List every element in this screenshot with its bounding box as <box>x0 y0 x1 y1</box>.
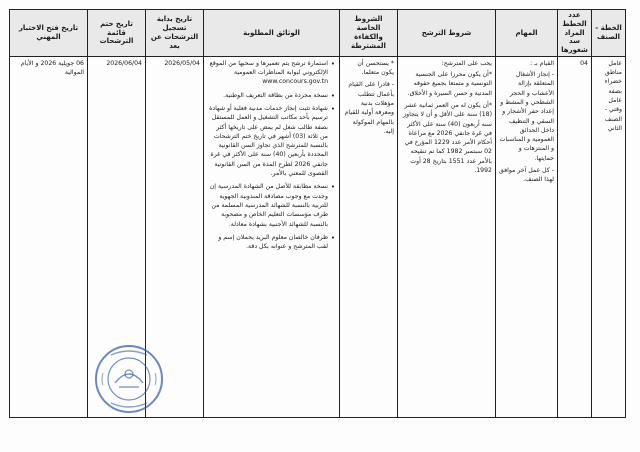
cell-plan: عامل مناطق خضراء بصفة عامل وقتي - الصنف الثاني <box>592 56 626 417</box>
documents-list <box>207 59 336 252</box>
cell-count: 04 <box>558 56 592 417</box>
document-item: • شهادة تثبت إنجاز خدمات مدنية فعلية أو شهادة ترسيم بأحد مكاتب التشغيل و العمل للمستقل بصفة طالب شغل لم يمض على تاريخها أكثر من ثلاثة (03) أشهر في تاريخ ختم الترشحات بالنسبة للمترشح الذي تجاوز السن القانونية المحددة بأربعين (40) سنة على الأكثر في غرة جانفي 2026 لطرح المدة من السن القانونية القصوى للمعني بالأمر. <box>207 104 328 178</box>
document-item: • نسخة مطابقة للأصل من الشهادة المدرسية إن وجدت مع وجوب مصادقة المندوبية الجهوية للتربية بالنسبة للشهائد المدرسية المسلمة من طرف مؤسسات التعليم الخاص و مصحوبة بالنسبة للشهائد الأجنبية بشهادة معادلة. <box>207 182 328 228</box>
municipal-stamp <box>93 343 165 415</box>
conditions-item: *أن يكون له من العمر ثمانية عشر (18) سنة على الأقل و أن لا يتجاوز سنه أربعون (40) سنة على الأكثر في غرة جانفي 2026 مع مراعاة أحكام الأمر عدد 1229 المؤرخ في 02 سبتمبر 1982 كما تم تنقيحه بالأمر عدد 1551 بتاريخ 28 أوت 1992. <box>403 101 492 175</box>
document-item: • نسخة مجردة من بطاقة التعريف الوطنية. <box>207 91 328 100</box>
header-special-conditions: الشروط الخاصة والكفاءة المشترطة <box>340 10 398 57</box>
special-item: - قادرا على القيام بأعمال تتطلب مؤهلات بدنية ومعرفة أولية للقيام بالمهام الموكولة إليه. <box>344 81 394 135</box>
stamp-seal-icon <box>93 343 165 415</box>
cell-documents <box>204 56 340 417</box>
header-plan: الخطة - الصنف <box>592 10 626 57</box>
header-duties: المهام <box>496 10 558 57</box>
header-row <box>10 10 626 57</box>
conditions-intro: يجب على المترشح: <box>441 59 492 67</box>
duties-intro: القيام بـ : <box>530 59 554 67</box>
cell-start-date: 2026/05/04 <box>146 56 204 417</box>
document-item: • ظرفان خالصان معلوم البريد يحملان إسم و لقب المترشح و عنوانه بكل دقة. <box>207 233 328 252</box>
header-start-date: تاريخ بداية تسجيل الترشحات عن بعد <box>146 10 204 57</box>
header-documents: الوثائق المطلوبة <box>204 10 340 57</box>
cell-duties <box>496 56 558 417</box>
header-count: عدد الخطط المراد سد شغورها <box>558 10 592 57</box>
conditions-item: *أن يكون محرزا على الجنسية التونسية و متمتعا بجميع حقوقه المدنية و حسن السيرة و الأخلاق. <box>407 71 492 97</box>
duties-item: - كل عمل آخر موافق لهذا الصنف. <box>499 167 554 184</box>
header-exam-date: تاريخ فتح الاختبار المهني <box>10 10 88 57</box>
cell-exam-date: 06 جويلية 2026 و الأيام الموالية <box>10 56 88 417</box>
duties-item: - إنجاز الأشغال المتعلقة بإزالة الأعشاب و الحجر الشطحي و المشط و إعداد حفر الأشجار و السقي و التنظيف داخل الحدائق العمومية و المناسبات و المنتزهات و حمايتها. <box>499 71 554 162</box>
header-end-date: تاريخ ختم قائمة الترشحات <box>88 10 146 57</box>
header-conditions: شروط الترشح <box>398 10 496 57</box>
special-item: * يستحسن أن يكون متعلما. <box>357 59 394 77</box>
cell-conditions <box>398 56 496 417</box>
cell-end-date: 2026/06/04 <box>88 56 146 417</box>
cell-special-conditions <box>340 56 398 417</box>
document-item: • استمارة ترشح يتم تعميرها و سحبها من الموقع الإلكتروني لبوابة المناظرات العمومية www.concours.gov.tn <box>207 59 328 87</box>
